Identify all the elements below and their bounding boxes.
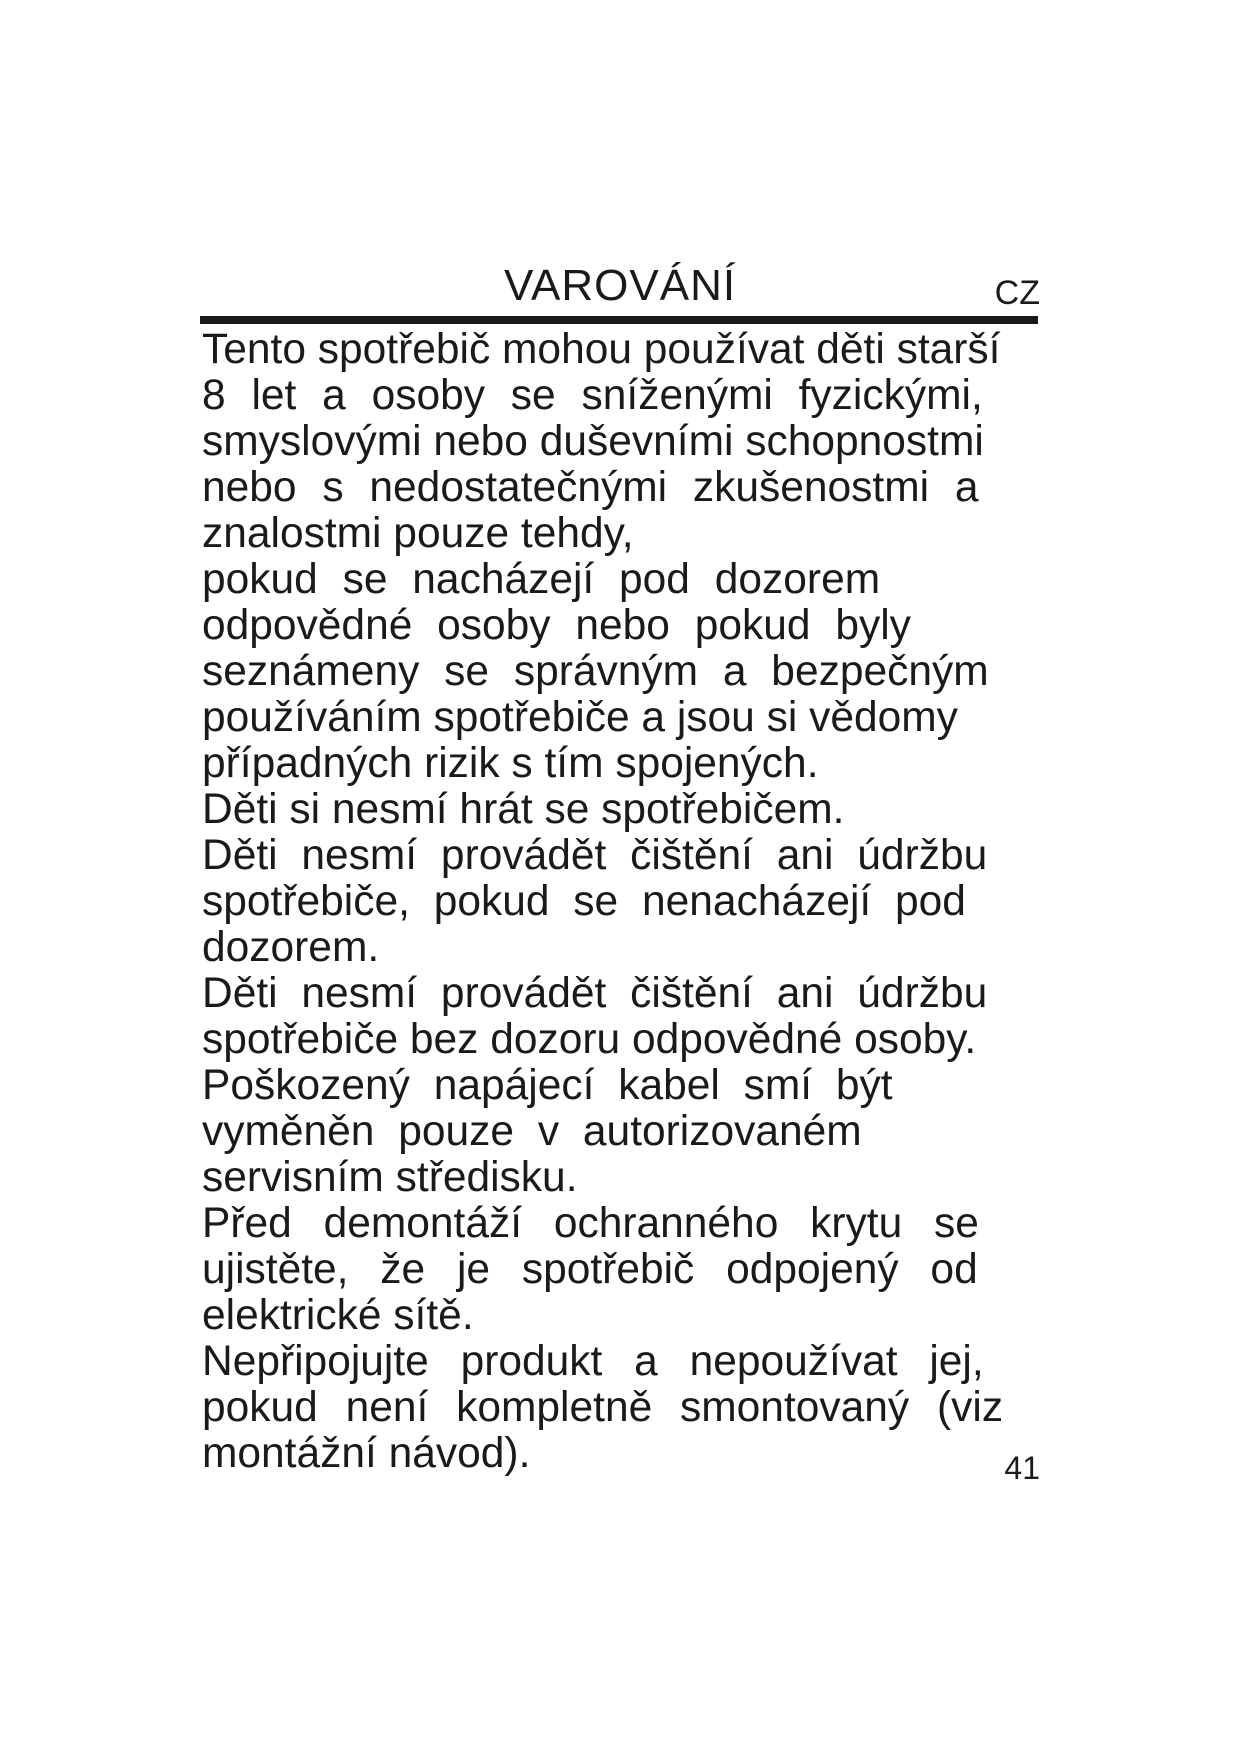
text-line: elektrické sítě. — [202, 1292, 474, 1339]
text-line: seznámeny se správným a bezpečným — [202, 648, 989, 695]
language-code: CZ — [994, 274, 1040, 312]
page-header — [200, 258, 1040, 318]
page-title: VAROVÁNÍ — [503, 261, 737, 310]
text-line: Děti nesmí provádět čištění ani údržbu — [202, 832, 988, 879]
text-line: spotřebiče bez dozoru odpovědné osoby. — [202, 1016, 977, 1063]
text-line: nebo s nedostatečnými zkušenostmi a — [202, 464, 979, 511]
text-line: případných rizik s tím spojených. — [202, 740, 819, 787]
text-line: 8 let a osoby se sníženými fyzickými, — [202, 372, 983, 419]
text-line: vyměněn pouze v autorizovaném — [202, 1108, 862, 1155]
text-line: Děti si nesmí hrát se spotřebičem. — [202, 786, 845, 833]
text-line: Nepřipojujte produkt a nepoužívat jej, — [202, 1338, 984, 1385]
page-number: 41 — [1004, 1450, 1040, 1486]
text-line: spotřebiče, pokud se nenacházejí pod — [202, 878, 966, 925]
text-line: Děti nesmí provádět čištění ani údržbu — [202, 970, 988, 1017]
text-line: pokud se nacházejí pod dozorem — [202, 556, 881, 603]
text-line: znalostmi pouze tehdy, — [202, 510, 634, 557]
text-line: servisním středisku. — [202, 1154, 578, 1201]
text-line: ujistěte, že je spotřebič odpojený od — [202, 1246, 978, 1293]
text-line: Tento spotřebič mohou používat děti starší — [202, 326, 1001, 373]
header-divider — [200, 316, 1038, 324]
text-line: používáním spotřebiče a jsou si vědomy — [202, 694, 958, 741]
warning-text — [202, 327, 1072, 1477]
text-line: Poškozený napájecí kabel smí být — [202, 1062, 893, 1109]
text-line: montážní návod). — [202, 1430, 531, 1477]
text-line: Před demontáží ochranného krytu se — [202, 1200, 979, 1247]
text-line: dozorem. — [202, 924, 380, 971]
text-line: pokud není kompletně smontovaný (viz — [202, 1384, 1004, 1431]
text-line: odpovědné osoby nebo pokud byly — [202, 602, 911, 649]
text-line: smyslovými nebo duševními schopnostmi — [202, 418, 984, 465]
